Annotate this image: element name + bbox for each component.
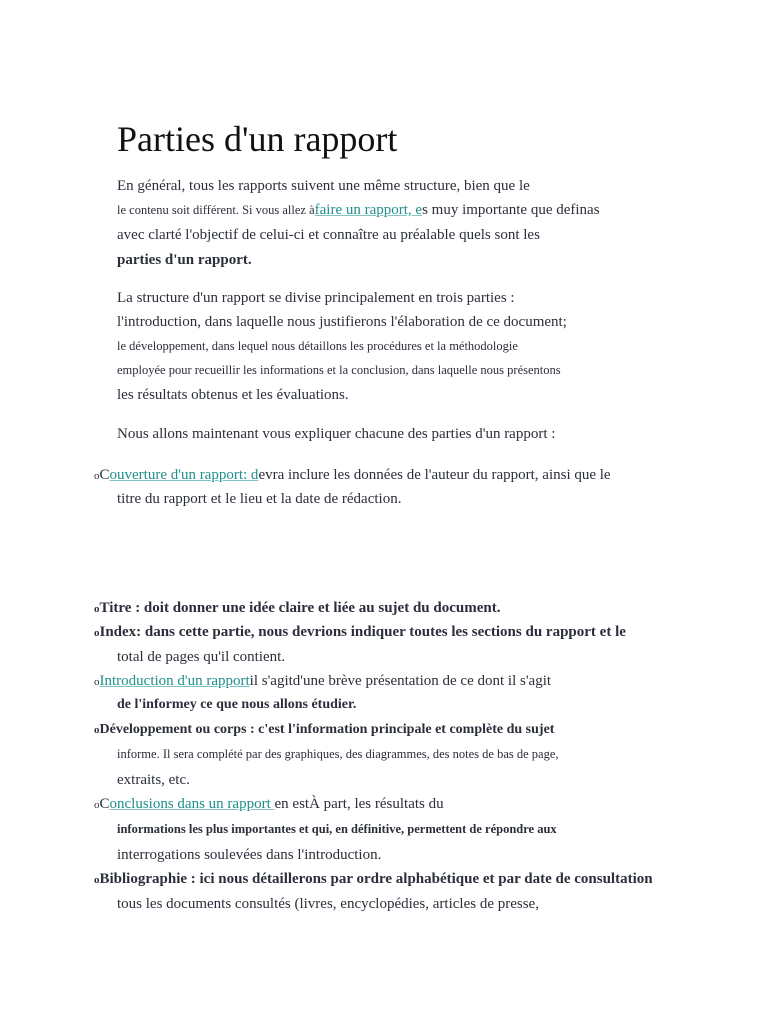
list-item-couverture bbox=[94, 465, 611, 486]
bullet-marker: o bbox=[94, 874, 100, 886]
bullet-marker: o bbox=[94, 627, 100, 639]
page-title: Parties d'un rapport bbox=[117, 119, 398, 159]
structure-line-4: employée pour recueillir les informations et la conclusion, dans laquelle nous présentons bbox=[117, 363, 561, 377]
intro-line-2-rest: s muy importante que definas bbox=[422, 202, 600, 218]
intro-line-1: En général, tous les rapports suivent une même structure, bien que le bbox=[117, 178, 530, 194]
intro-line-3: avec clarté l'objectif de celui-ci et connaître au préalable quels sont les bbox=[117, 227, 540, 243]
couverture-line-2: titre du rapport et le lieu et la date de rédaction. bbox=[117, 491, 402, 507]
developpement-text: Développement ou corps : c'est l'information principale et complète du sujet bbox=[99, 722, 555, 737]
introduction-text: il s'agitd'une brève présentation de ce dont il s'agit bbox=[249, 673, 552, 689]
list-item-developpement bbox=[94, 720, 554, 740]
explain-line: Nous allons maintenant vous expliquer chacune des parties d'un rapport : bbox=[117, 426, 556, 442]
introduction-line-2: de l'informey ce que nous allons étudier. bbox=[117, 697, 357, 712]
bibliographie-text: Bibliographie : ici nous détaillerons par ordre alphabétique et par date de consultation bbox=[99, 871, 653, 887]
index-text: Index: dans cette partie, nous devrions indiquer toutes les sections du rapport et le bbox=[99, 624, 626, 640]
couverture-link[interactable]: ouverture d'un rapport: d bbox=[109, 467, 259, 483]
developpement-line-2: informe. Il sera complété par des graphiques, des diagrammes, des notes de bas de page, bbox=[117, 747, 559, 761]
faire-un-rapport-link[interactable]: faire un rapport, e bbox=[314, 202, 423, 218]
bullet-marker: o bbox=[94, 676, 100, 688]
structure-line-2: l'introduction, dans laquelle nous justifierons l'élaboration de ce document; bbox=[117, 314, 567, 330]
structure-line-5: les résultats obtenus et les évaluations. bbox=[117, 387, 349, 403]
bibliographie-line-2: tous les documents consultés (livres, encyclopédies, articles de presse, bbox=[117, 896, 539, 912]
bullet-marker: o bbox=[94, 470, 100, 482]
structure-line-1: La structure d'un rapport se divise principalement en trois parties : bbox=[117, 290, 515, 306]
conclusions-line-2: informations les plus importantes et qui, en définitive, permettent de répondre aux bbox=[117, 822, 557, 836]
couverture-initial: C bbox=[99, 467, 110, 483]
conclusions-link[interactable]: onclusions dans un rapport bbox=[109, 796, 275, 812]
bullet-marker: o bbox=[94, 799, 100, 811]
developpement-line-3: extraits, etc. bbox=[117, 772, 190, 788]
structure-line-3: le développement, dans lequel nous détaillons les procédures et la méthodologie bbox=[117, 339, 518, 353]
list-item-introduction bbox=[94, 671, 551, 692]
index-line-2: total de pages qu'il contient. bbox=[117, 649, 286, 665]
list-item-titre bbox=[94, 598, 500, 619]
list-item-bibliographie bbox=[94, 869, 653, 890]
conclusions-line-3: interrogations soulevées dans l'introduction. bbox=[117, 847, 382, 863]
list-item-index bbox=[94, 622, 626, 643]
intro-line-2-text: le contenu soit différent. Si vous allez à bbox=[117, 203, 315, 217]
introduction-link[interactable]: Introduction d'un rapport bbox=[99, 673, 250, 689]
intro-line-2 bbox=[117, 200, 600, 220]
titre-text: Titre : doit donner une idée claire et liée au sujet du document. bbox=[99, 600, 501, 616]
conclusions-initial: C bbox=[99, 796, 110, 812]
conclusions-text: en estÀ part, les résultats du bbox=[274, 796, 444, 812]
bullet-marker: o bbox=[94, 603, 100, 615]
intro-line-4: parties d'un rapport. bbox=[117, 252, 252, 268]
bullet-marker: o bbox=[94, 724, 100, 736]
couverture-text: evra inclure les données de l'auteur du rapport, ainsi que le bbox=[258, 467, 611, 483]
list-item-conclusions bbox=[94, 794, 444, 815]
